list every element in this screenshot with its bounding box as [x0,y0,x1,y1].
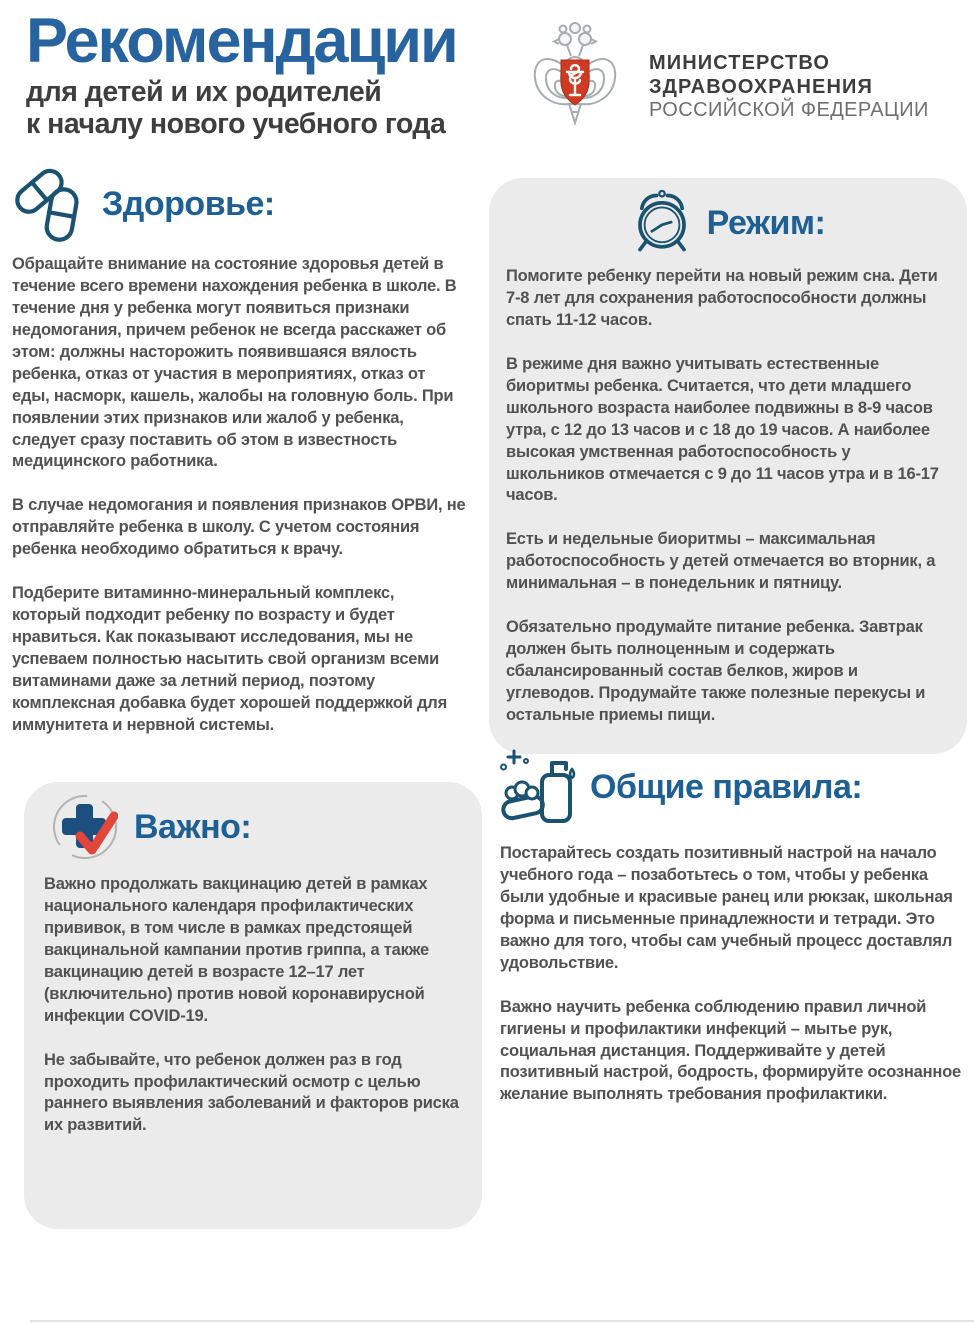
section-health [12,166,467,759]
pills-icon [12,166,88,242]
alarm-clock-icon [631,190,693,256]
page-title: Рекомендации [26,6,457,76]
rules-paragraph-1: Постарайтесь создать позитивный настрой на начало учебного года – позаботьтесь о том, чтобы у ребенка были удобные и красивые ранец или рюкзак, школьная форма и письменные принадлежности и тетради. Это важно для того, чтобы сам учебный процесс доставлял удовольствие. [500,844,953,972]
regime-paragraph-4: Обязательно продумайте питание ребенка. Завтрак должен быть полноценным и содержать сбалансированный состав белков, жиров и углеводов. Продумайте также полезные перекусы и остальные приемы пищи. [506,618,926,724]
section-rules [500,745,964,1128]
ministry-line-2: ЗДРАВООХРАНЕНИЯ [649,75,873,98]
russia-eagle-medicine-emblem-icon [527,20,623,138]
section-important [24,782,482,1229]
regime-paragraph-2: В режиме дня важно учитывать естественные биоритмы ребенка. Считается, что дети младшего школьного возраста наиболее подвижны в 8-9 часов утра, с 12 до 13 часов и с 18 до 19 часов. А наиболее высокая умственная работоспособность у школьников отмечается с 9 до 11 часов утра и в 16-17 часов. [506,354,939,505]
regime-paragraph-1: Помогите ребенку перейти на новый режим сна. Дети 7-8 лет для сохранения работоспособности должны спать 11-12 часов. [506,267,938,329]
health-paragraph-1: Обращайте внимание на состояние здоровья детей в течение всего времени нахождения ребенка в школе. В течение дня у ребенка могут появиться признаки недомогания, причем ребенок не всегда расскажет об этом: должны насторожить появившаяся вялость ребенка, отказ от участия в мероприятиях, отказ от еды, насморк, кашель, жалобы на головную боль. При появлении этих признаков или жалоб у ребенка, следует сразу поставить об этом в известность медицинского работника. [12,255,457,471]
title-block [26,8,496,141]
section-regime [489,178,967,754]
health-paragraph-3: Подберите витаминно-минеральный комплекс, который подходит ребенку по возрасту и будет нравиться. Как показывают исследования, мы не успеваем полностью насытить свой организм всеми витаминами даже за летний период, поэтому комплексная добавка будет хорошей поддержкой для иммунитета и нервной системы. [12,584,448,734]
health-header [12,166,467,242]
health-title: Здоровье: [102,184,275,223]
important-paragraph-2: Не забывайте, что ребенок должен раз в год проходить профилактический осмотр с целью раннего выявления заболеваний и факторов риска их развитий. [44,1050,459,1135]
important-header [44,794,462,860]
ministry-text [649,20,929,138]
regime-paragraph-3: Есть и недельные биоритмы – максимальная работоспособность у детей отмечается во вторник, а минимальная – в понедельник и пятницу. [506,530,936,593]
page-subtitle [26,76,496,140]
bottom-divider [30,1320,974,1322]
ministry-line-3: РОССИЙСКОЙ ФЕДЕРАЦИИ [649,99,929,122]
subtitle-line-2: к началу нового учебного года [26,108,446,141]
soap-sanitizer-icon [500,745,578,829]
rules-paragraph-2: Важно научить ребенка соблюдению правил личной гигиены и профилактики инфекций – мытье рук, социальная дистанция. Поддерживайте у детей позитивный настрой, бодрость, формируйте осознанное желание выполнять требования профилактики. [500,997,961,1104]
regime-title: Режим: [706,203,826,242]
ministry-line-1: МИНИСТЕРСТВО [649,52,831,74]
medical-cross-check-icon [52,794,118,860]
subtitle-line-1: для детей и их родителей [26,76,382,109]
ministry-logo-block [527,20,929,138]
regime-header [506,190,950,256]
important-paragraph-1: Важно продолжать вакцинацию детей в рамках национального календаря профилактических прививок, в том числе в рамках предстоящей вакцинальной кампании против гриппа, а также вакцинацию детей в возрасте 12–17 лет (включительно) против новой коронавирусной инфекции COVID-19. [44,875,429,1025]
rules-header [500,745,964,829]
important-title: Важно: [134,807,252,846]
rules-title: Общие правила: [590,767,863,806]
health-paragraph-2: В случае недомогания и появления признаков ОРВИ, не отправляйте ребенка в школу. С учетом состояния ребенка необходимо обратиться к врачу. [12,496,466,559]
